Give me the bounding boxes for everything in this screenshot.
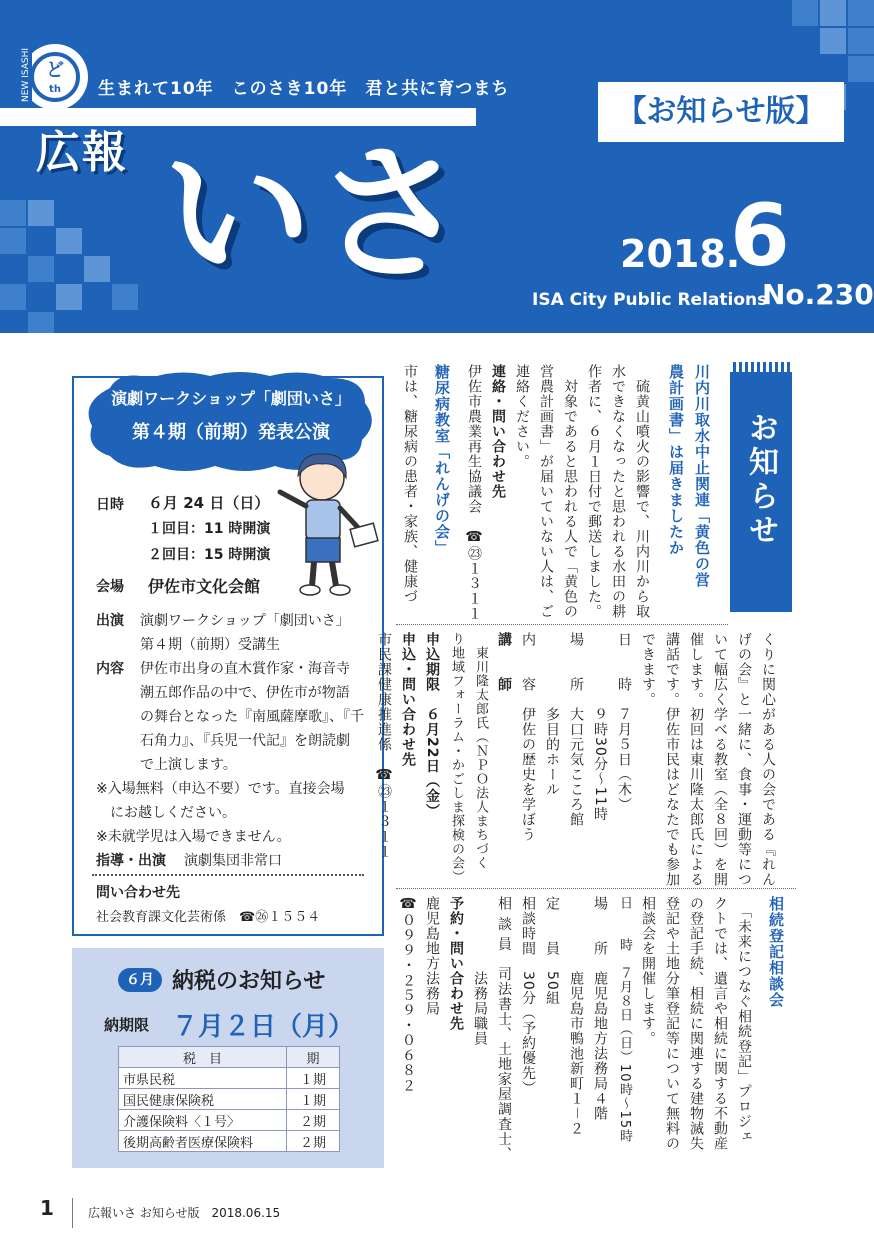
workshop-content-line2: 潮五郎作品の中で、伊佐市が物語 xyxy=(140,685,350,701)
article3-contact-label: 予約・問い合わせ先 xyxy=(448,896,464,1031)
article2-body2: くりに関心がある人の会である『れん xyxy=(760,632,776,887)
article3-place2: 鹿児島市鴨池新町１－２ xyxy=(568,896,584,1136)
article2-lecturer: 講 師 xyxy=(496,632,512,692)
edition-label: 【お知らせ版】 xyxy=(598,82,844,142)
article2-date: 日 時 ７月５日（木） xyxy=(616,632,632,812)
table-cell: 市県民税 xyxy=(119,1068,287,1089)
table-row xyxy=(119,1110,340,1131)
article3-body2: クトでは、遺言や相続に関する不動産 xyxy=(712,896,728,1151)
table-row xyxy=(119,1131,340,1152)
workshop-date-value: ６月 24 日（日） xyxy=(148,494,270,512)
workshop-venue-label: 会場 xyxy=(96,579,124,595)
article2-body3: げの会』と一緒に、食事・運動等につ xyxy=(736,632,752,887)
article2-body4: いて幅広く学べる教室（全８回）を開 xyxy=(712,632,728,887)
workshop-note1a: ※入場無料（申込不要）です。直接会場 xyxy=(96,781,345,797)
table-header-cell: 期 xyxy=(287,1047,340,1068)
article1-body1: 硫黄山噴火の影響で、川内川から取 xyxy=(634,364,650,619)
article1-title2: 農計画書」は届きましたか xyxy=(667,364,685,556)
tax-month-badge: ６月 xyxy=(118,968,162,992)
article3-place: 場 所 鹿児島地方法務局４階 xyxy=(592,896,608,1121)
workshop-contact-label: 問い合わせ先 xyxy=(96,885,180,901)
workshop-title-line2: 第４期（前期）発表公演 xyxy=(132,422,330,443)
workshop-contact-value: 社会教育課文化芸術係 ☎㉖１５５４ xyxy=(96,910,321,925)
deco-square xyxy=(0,200,26,226)
deco-square xyxy=(848,0,874,26)
article2-contact-value: 市民課健康推進係 ☎㉓１３１１ xyxy=(376,632,392,859)
article3-body3: の登記手続、相続に関連する建物滅失 xyxy=(688,896,704,1151)
workshop-venue-value: 伊佐市文化会館 xyxy=(148,577,261,596)
deco-square xyxy=(28,200,54,226)
boy-reading-icon xyxy=(272,448,382,598)
article2-lecturer1: 東川隆太郎氏（ＮＰＯ法人まちづく xyxy=(473,632,488,870)
deco-square xyxy=(28,312,54,333)
article3-staff2: 法務局職員 xyxy=(472,896,488,1046)
article2-place: 場 所 大口元気こころ館 xyxy=(568,632,584,827)
workshop-show2: ２回目：15 時開演 xyxy=(148,547,271,563)
table-cell: 後期高齢者医療保険料 xyxy=(119,1131,287,1152)
deco-square xyxy=(820,28,846,54)
workshop-title-line1: 演劇ワークショップ「劇団いさ」 xyxy=(111,389,351,408)
deco-square xyxy=(56,284,82,310)
workshop-cast-line1: 演劇ワークショップ「劇団いさ」 xyxy=(140,613,350,629)
table-row xyxy=(119,1068,340,1089)
article2-body7: できます。 xyxy=(640,632,656,707)
deco-square xyxy=(84,256,110,282)
article3-contact-value2: ☎０９９・２５９・０６８２ xyxy=(400,896,416,1093)
article3-contact-value1: 鹿児島地方法務局 xyxy=(424,896,440,1016)
workshop-director-label: 指導・出演 xyxy=(96,853,166,869)
workshop-cast-line2: 第４期（前期）受講生 xyxy=(140,637,280,653)
deco-square xyxy=(792,0,818,26)
article1-contact-label: 連絡・問い合わせ先 xyxy=(490,364,506,499)
issue-year: 2018. xyxy=(620,232,741,276)
workshop-content-label: 内容 xyxy=(96,661,124,677)
deco-square xyxy=(28,256,54,282)
article2-body1: 市は、糖尿病の患者・家族、健康づ xyxy=(402,364,418,604)
article2-time: ９時30分～11時 xyxy=(592,632,608,822)
article2-body5: 催します。初回は東川隆太郎氏による xyxy=(688,632,704,887)
table-cell: 国民健康保険税 xyxy=(119,1089,287,1110)
tax-due-value: ７月２日（月） xyxy=(172,1012,355,1042)
article1-body4: 対象であると思われる人で「黄色の xyxy=(562,364,578,619)
notice-tag-stripe xyxy=(730,362,792,372)
article2-title: 糖尿病教室「れんげの会」 xyxy=(433,364,451,556)
logo-ring-icon xyxy=(30,52,80,102)
row-divider-1 xyxy=(396,624,728,625)
article1-contact-value: 伊佐市農業再生協議会 ☎㉓１３１１ xyxy=(466,364,482,621)
deco-square xyxy=(820,0,846,26)
article1-body3: 作者に、６月１日付で郵送しました。 xyxy=(586,364,602,619)
article3-body5: 相談会を開催します。 xyxy=(640,896,656,1046)
table-cell: １期 xyxy=(287,1068,340,1089)
article2-place2: 多目的ホール xyxy=(544,632,560,797)
article2-deadline: 申込期限 ６月22日（金） xyxy=(424,632,440,819)
article3-time: 相談時間 30分（予約優先） xyxy=(520,896,536,1096)
workshop-director-value: 演劇集団非常口 xyxy=(184,853,282,869)
article2-contact-label: 申込・問い合わせ先 xyxy=(400,632,416,767)
issue-number: No.230 xyxy=(762,278,874,311)
workshop-show1: １回目：11 時開演 xyxy=(148,521,271,537)
workshop-note1b: にお越しください。 xyxy=(96,805,236,821)
article1-body5: 営農計画書」が届いていない人は、ご xyxy=(538,364,554,619)
workshop-content-line5: で上演します。 xyxy=(140,757,237,773)
deco-square xyxy=(112,284,138,310)
row-divider-2 xyxy=(396,888,796,889)
table-header-row xyxy=(119,1047,340,1068)
table-cell: ２期 xyxy=(287,1110,340,1131)
tax-table xyxy=(118,1046,340,1152)
workshop-date-label: 日時 xyxy=(96,497,124,513)
tax-due-label: 納期限 xyxy=(104,1016,150,1034)
workshop-cast-label: 出演 xyxy=(96,613,124,629)
masthead-koho: 広報 xyxy=(36,127,128,178)
table-cell: １期 xyxy=(287,1089,340,1110)
page-number: 1 xyxy=(40,1196,54,1220)
footer-text: 広報いさ お知らせ版 2018.06.15 xyxy=(88,1206,281,1220)
article3-date: 日 時 ７月８日（日）10時～15時 xyxy=(617,896,632,1144)
article1-body2: 水できなくなったと思われる水田の耕 xyxy=(610,364,626,619)
tax-title: 納税のお知らせ xyxy=(172,969,326,994)
logo-mark: ど xyxy=(46,60,64,81)
article3-capacity: 定 員 50組 xyxy=(544,896,560,1006)
article3-body1: 「未来につなぐ相続登記」プロジェ xyxy=(736,896,752,1144)
workshop-content-line4: 石角力』、『兵児一代記』を朗読劇 xyxy=(140,733,350,749)
workshop-note2: ※未就学児は入場できません。 xyxy=(96,829,291,845)
article2-lecturer2: り地域フォーラム・かごしま探検の会） xyxy=(449,632,464,884)
article2-content: 内 容 伊佐の歴史を学ぼう xyxy=(520,632,536,842)
article1-body6: 連絡ください。 xyxy=(514,364,530,469)
article1-title1: 川内川取水中止関連「黄色の営 xyxy=(693,364,711,588)
footer-separator xyxy=(72,1198,73,1228)
english-title: ISA City Public Relations xyxy=(532,290,768,310)
table-cell: ２期 xyxy=(287,1131,340,1152)
article2-body6: 講話です。伊佐市民はどなたでも参加 xyxy=(664,632,680,887)
masthead-isa: いさ xyxy=(162,128,471,302)
deco-square xyxy=(0,228,26,254)
article3-title: 相続登記相談会 xyxy=(767,896,785,1008)
workshop-separator xyxy=(92,874,364,876)
deco-square xyxy=(0,284,26,310)
deco-square xyxy=(56,228,82,254)
table-header-cell: 税 目 xyxy=(119,1047,287,1068)
logo-sub: th xyxy=(49,84,61,95)
deco-square xyxy=(848,28,874,54)
table-row xyxy=(119,1089,340,1110)
article3-body4: 登記や土地分筆登記等について無料の xyxy=(664,896,680,1151)
slogan: 生まれて10年 このさき10年 君と共に育つまち xyxy=(98,79,510,99)
logo-vertical-text: NEW ISASHI xyxy=(20,40,32,110)
workshop-content-line3: の舞台となった『南風薩摩歌』、『千 xyxy=(140,709,364,725)
workshop-content-line1: 伊佐市出身の直木賞作家・海音寺 xyxy=(140,661,350,677)
article3-staff: 相 談 員 司法書士、土地家屋調査士、 xyxy=(496,896,512,1162)
table-cell: 介護保険料〈１号〉 xyxy=(119,1110,287,1131)
notice-tag-text: お知らせ xyxy=(743,412,778,548)
deco-square xyxy=(848,56,874,82)
issue-month: 6 xyxy=(730,186,790,286)
